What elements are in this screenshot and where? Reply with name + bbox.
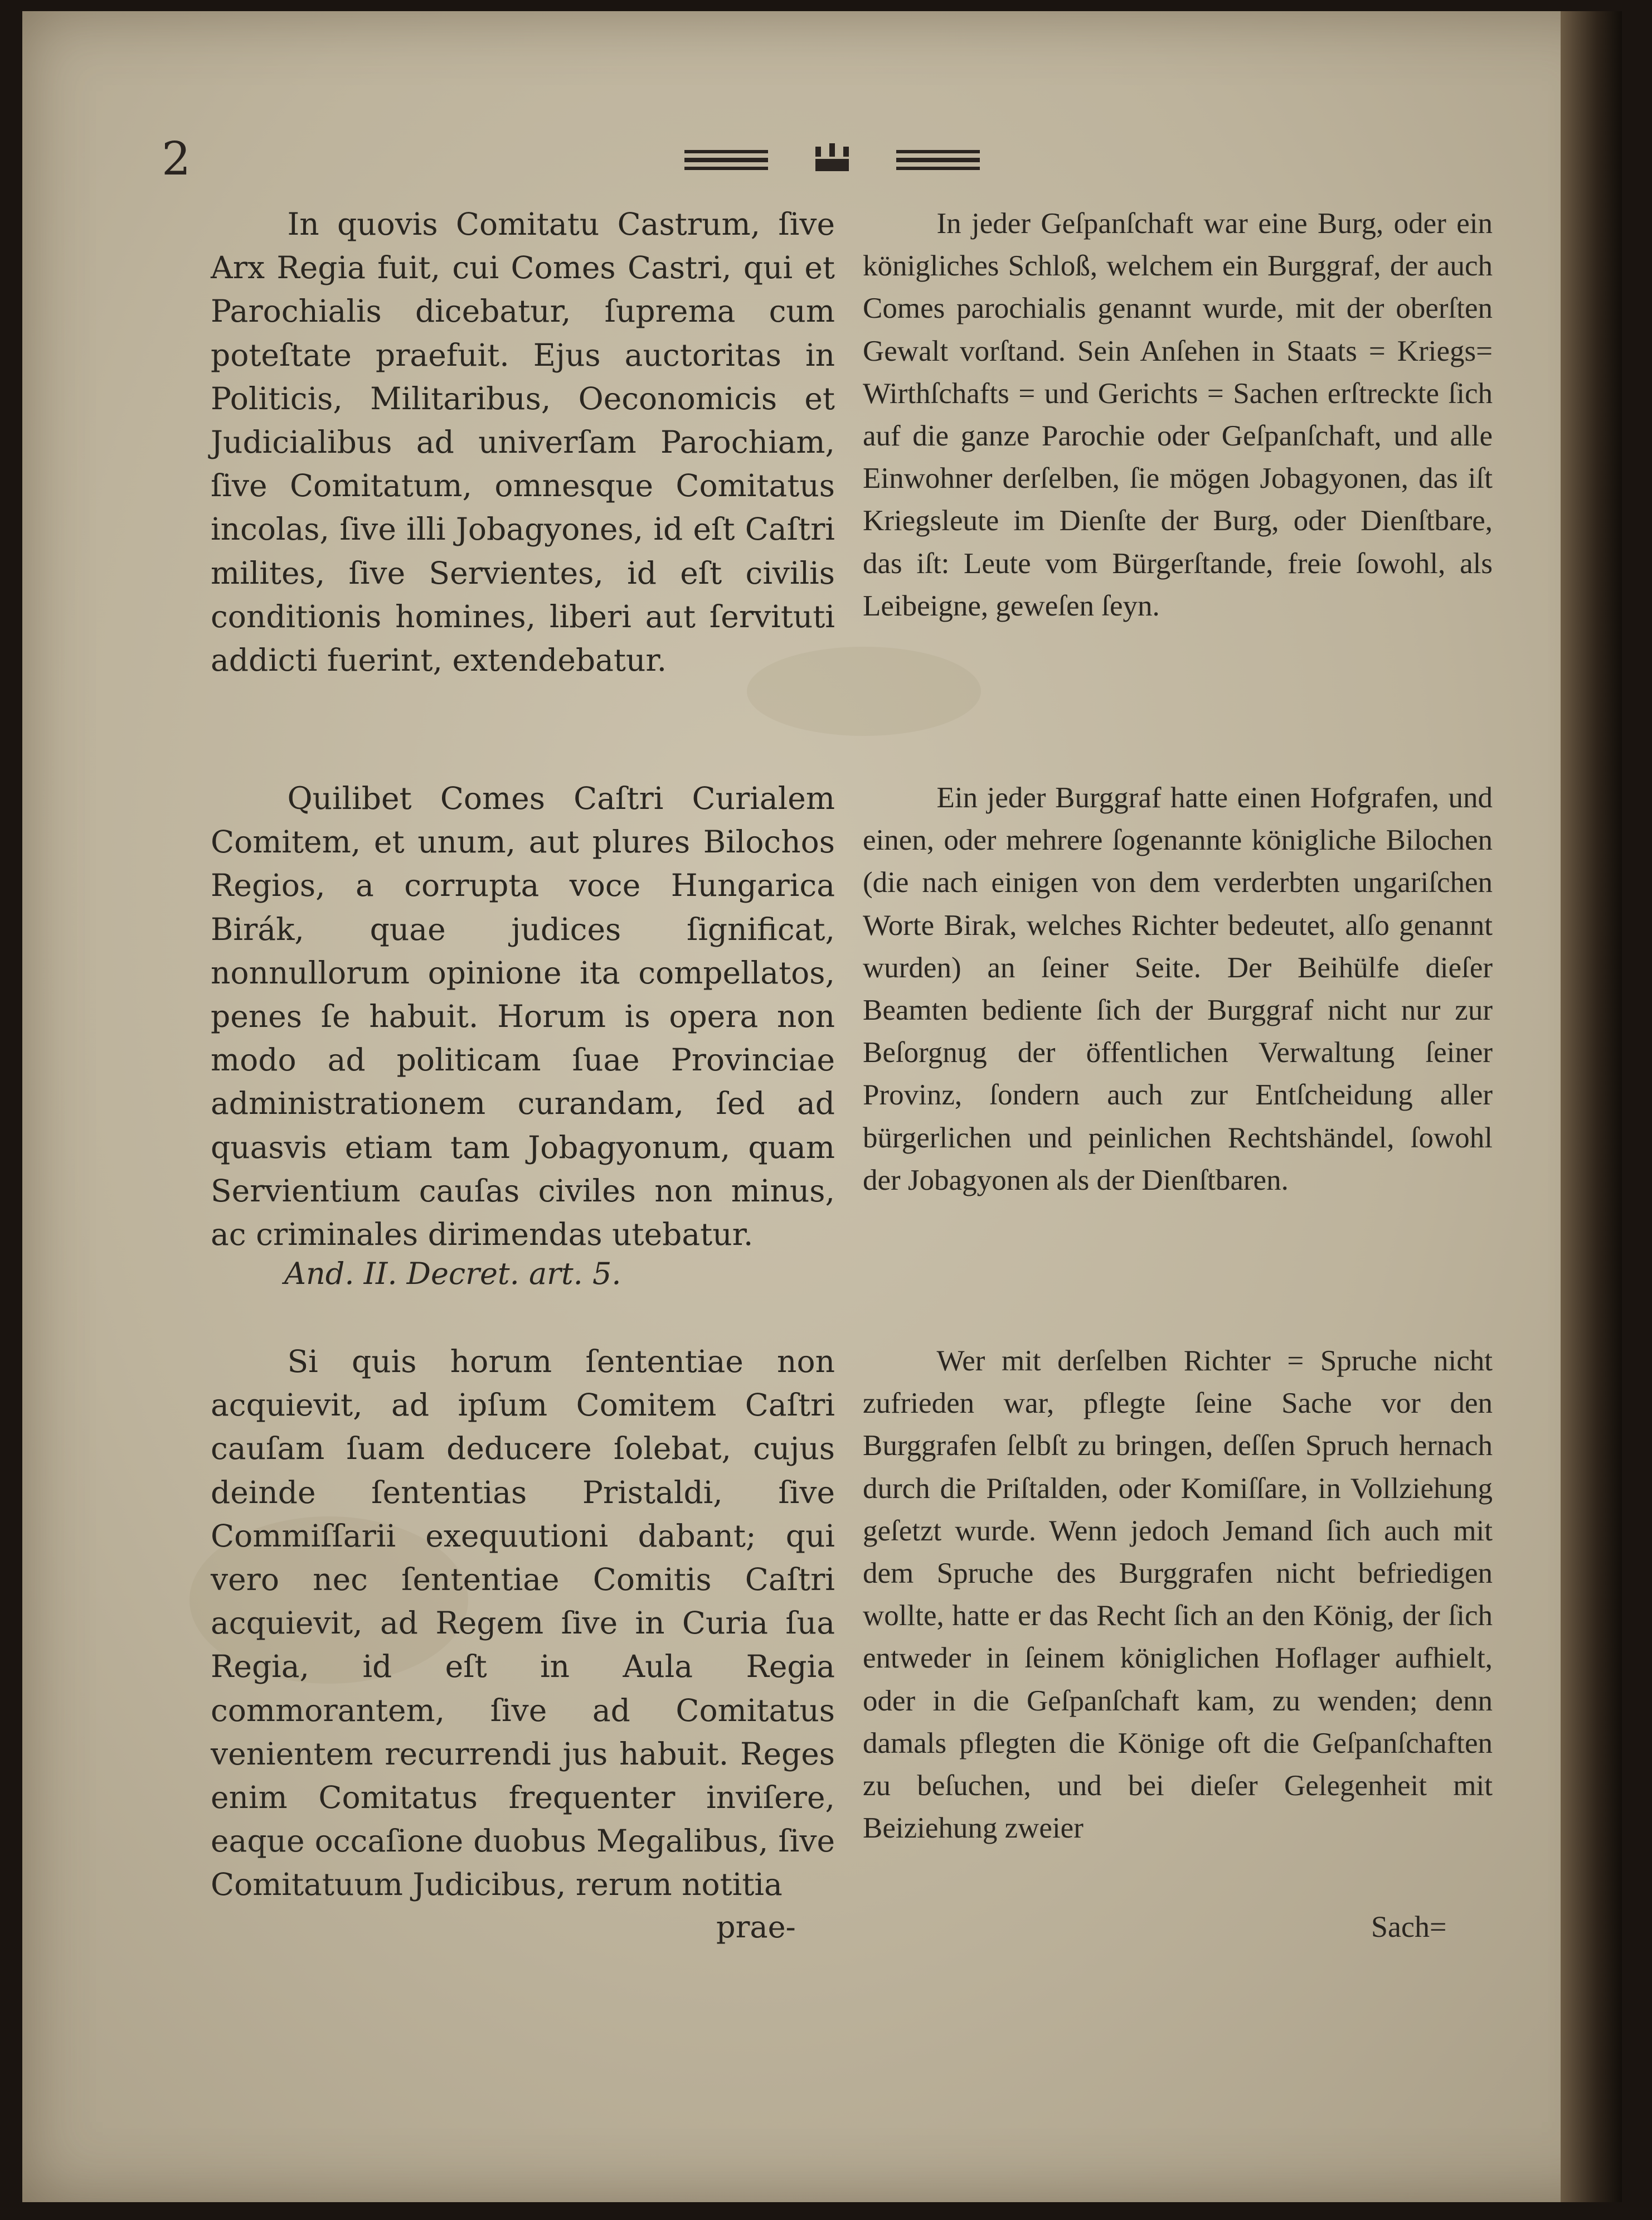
german-catchword: Sach= (1371, 1910, 1447, 1943)
german-paragraph-2: Ein jeder Burggraf hatte einen Hofgrafen, und einen, oder mehrere ſogenannte königliche Bilochen (die nach einigen von dem verderbten ungariſchen Worte Birak, welches Richter bedeutet, alſo genannt wurden) an ſeiner Seite. Der Beihülfe dieſer Beamten bediente ſich der Burggraf nicht nur zur Beſorgnug der öffentlichen Verwaltung ſeiner Provinz, ſondern auch zur Entſcheidung aller bürgerlichen und peinlichen Rechtshändel, ſowohl der Jobagyonen als der Dienſtbaren. (863, 782, 1493, 1196)
page-number: 2 (162, 133, 191, 186)
latin-catchword: prae- (716, 1909, 796, 1945)
latin-reference: And. II. Decret. art. 5. (284, 1256, 621, 1291)
german-paragraph-3: Wer mit derſelben Richter = Spruche nicht zufrieden war, pflegte ſeine Sache vor den Burggrafen ſelbſt zu bringen, deſſen Spruch hernach durch die Priſtalden, oder Komiſſare, in Vollziehung geſetzt wurde. Wenn jedoch Jemand ſich auch mit dem Spruche des Burggrafen nicht befriedigen wollte, hatte er das Recht ſich an den König, der ſich entweder in ſeinem königlichen Hoflager aufhielt, oder in die Geſpanſchaft kam, zu wenden; denn damals pflegten die Könige oft die Geſpanſchaften zu beſuchen, und bei dieſer Gelegenheit mit Beiziehung zweier (863, 1345, 1493, 1845)
german-paragraph-1: In jeder Geſpanſchaft war eine Burg, oder ein königliches Schloß, welchem ein Burggraf, der auch Comes parochialis genannt wurde, mit der oberſten Gewalt vorſtand. Sein Anſehen in Staats = Kriegs= Wirthſchafts = und Gerichts = Sachen erſtreckte ſich auf die ganze Parochie oder Geſpanſchaft, und alle Einwohner derſelben, ſie mögen Jobagyonen, das iſt Kriegsleute im Dienſte der Burg, oder Dienſtbare, das iſt: Leute vom Bürgerſtande, freie ſowohl, als Leibeigne, geweſen ſeyn. (863, 207, 1493, 622)
latin-paragraph-3: Si quis horum ſententiae non acquievit, ad ipſum Comitem Caſtri cauſam ſuam deducere ſolebat, cujus deinde ſententias Pristaldi, ſive Commiſſarii exequutioni dabant; qui vero nec ſententiae Comitis Caſtri acquievit, ad Regem ſive in Curia ſua Regia, id eſt in Aula Regia commorantem, ſive ad Comitatus venientem recurrendi jus habuit. Reges enim Comitatus frequenter inviſere, eaque occaſione duobus Megalibus, ſive Comitatuum Judicibus, rerum notitia (211, 1344, 835, 1903)
header-ornament (684, 142, 980, 181)
latin-paragraph-1: In quovis Comitatu Castrum, ſive Arx Regia fuit, cui Comes Castri, qui et Parochialis dicebatur, ſuprema cum poteſtate praefuit. Ejus auctoritas in Politicis, Militaribus, Oeconomicis et Judicialibus ad univerſam Parochiam, ſive Comitatum, omnesque Comitatus incolas, ſive illi Jobagyones, id eſt Caſtri milites, ſive Servientes, id eſt civilis conditionis homines, liberi aut ſervituti addicti fuerint, extendebatur. (211, 206, 835, 678)
latin-paragraph-2: Quilibet Comes Caſtri Curialem Comitem, et unum, aut plures Bilochos Regios, a corrupta voce Hungarica Birák, quae judices ſignificat, nonnullorum opinione ita compellatos, penes ſe habuit. Horum is opera non modo ad politicam ſuae Provinciae administrationem curandam, ſed ad quasvis etiam tam Jobagyonum, quam Servientium cauſas civiles non minus, ac criminales dirimendas utebatur. (211, 781, 835, 1253)
book-spine (1561, 11, 1622, 2202)
